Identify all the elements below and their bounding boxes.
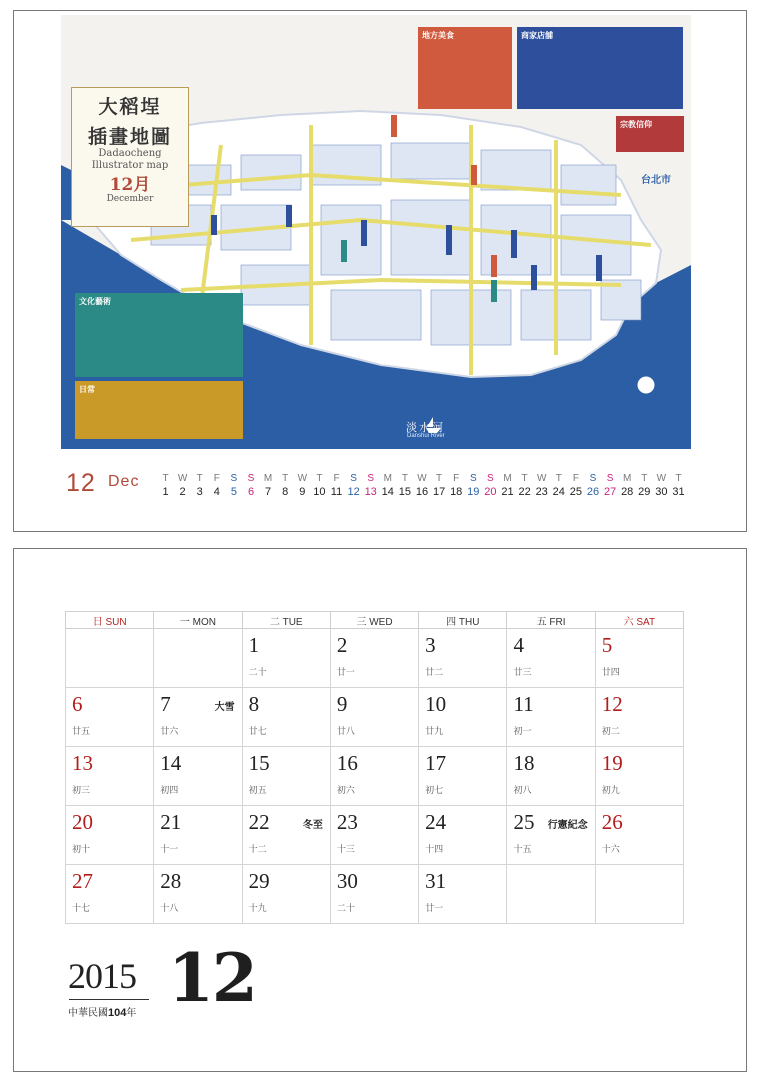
day-cell[interactable] (595, 688, 683, 747)
strip-weekday-letter: S (367, 473, 375, 484)
strip-day-number: 15 (398, 486, 412, 498)
strip-month-abbr: Dec (108, 473, 140, 490)
strip-day-number: 19 (467, 486, 480, 498)
day-number: 18 (513, 751, 535, 775)
lunar-date: 廿九 (425, 726, 444, 736)
lunar-date: 初八 (513, 785, 532, 795)
strip-day (499, 473, 516, 499)
day-cell[interactable] (242, 688, 330, 747)
strip-weekday-letter: F (213, 473, 220, 484)
strip-weekday-letter: S (487, 473, 494, 484)
strip-day-number: 30 (655, 486, 668, 498)
lunar-date: 初九 (601, 785, 620, 795)
day-cell[interactable] (507, 806, 595, 865)
strip-day (362, 473, 379, 499)
roc-year: 104 (108, 1007, 127, 1019)
strip-weekday-letter: S (350, 473, 357, 484)
strip-weekday-letter: T (521, 473, 528, 484)
week-row (66, 629, 684, 688)
day-number: 23 (336, 810, 358, 834)
strip-weekday-letter: T (196, 473, 203, 484)
day-number: 12 (601, 692, 623, 716)
strip-day (277, 473, 294, 499)
roc-suffix: 年 (126, 1008, 137, 1019)
strip-weekday-letter: T (162, 473, 169, 484)
day-number: 16 (336, 751, 358, 775)
city-label: 台北市 (641, 175, 671, 186)
strip-day-number: 26 (586, 486, 600, 498)
lunar-date: 十一 (160, 844, 179, 854)
day-cell[interactable] (419, 688, 507, 747)
strip-day-number: 5 (230, 486, 237, 498)
day-number: 24 (425, 810, 447, 834)
day-number: 30 (336, 869, 358, 893)
strip-day-number: 14 (381, 486, 394, 498)
strip-day-number: 18 (450, 486, 463, 498)
day-cell[interactable] (154, 747, 242, 806)
map-month-en: December (106, 194, 154, 204)
lunar-date: 十四 (425, 844, 444, 854)
day-cell[interactable] (242, 629, 330, 688)
strip-day (602, 473, 619, 499)
lunar-date: 廿一 (425, 903, 444, 913)
day-cell[interactable] (507, 629, 595, 688)
strip-day (585, 473, 602, 499)
strip-weekday-letter: S (589, 473, 597, 484)
weekday-header-row (66, 612, 684, 629)
day-number: 19 (601, 751, 623, 775)
lunar-date: 廿五 (72, 726, 91, 736)
weekday-header: 一 MON (154, 612, 242, 629)
lunar-date: 廿八 (336, 726, 355, 736)
strip-day (653, 473, 670, 499)
strip-day (328, 473, 345, 499)
strip-weekday-letter: S (606, 473, 614, 484)
strip-day-number: 2 (179, 486, 186, 498)
weekday-header: 三 WED (330, 612, 418, 629)
strip-day-number: 9 (299, 486, 306, 498)
lunar-date: 初四 (160, 785, 179, 795)
strip-day-number: 6 (247, 486, 255, 498)
day-number: 11 (513, 692, 534, 716)
strip-weekday-letter: F (572, 473, 579, 484)
lunar-date: 二十 (336, 903, 355, 913)
map-month-zh: 12月 (109, 175, 151, 195)
temple-legend-title: 宗教信仰 (620, 120, 652, 129)
strip-weekday-letter: T (316, 473, 323, 484)
strip-day-number: 11 (330, 486, 343, 498)
empty-day-cell (154, 629, 242, 688)
strip-day (448, 473, 465, 499)
strip-day (243, 473, 260, 499)
day-cell[interactable] (507, 688, 595, 747)
strip-weekday-letter: F (453, 473, 460, 484)
strip-day-number: 24 (552, 486, 565, 498)
strip-weekday-letter: S (247, 473, 255, 484)
daily-legend-panel (75, 381, 243, 439)
day-number: 17 (425, 751, 447, 775)
day-number: 9 (336, 692, 348, 716)
weekday-header: 二 TUE (242, 612, 330, 629)
strip-day-number: 4 (213, 486, 220, 498)
strip-day-number: 7 (265, 486, 272, 498)
calendar-grid (65, 611, 684, 924)
strip-day (260, 473, 277, 499)
culture-legend-panel (75, 293, 243, 377)
strip-day (311, 473, 328, 499)
lunar-date: 十八 (160, 903, 179, 913)
day-number: 25 (513, 810, 535, 834)
dadaocheng-map (61, 15, 691, 449)
day-number: 7 (160, 692, 171, 716)
day-cell[interactable] (419, 629, 507, 688)
strip-weekday-letter: M (503, 473, 512, 484)
day-cell[interactable] (154, 806, 242, 865)
shop-legend-title: 商家店舖 (521, 31, 553, 40)
map-title-zh-1: 大稻埕 (98, 96, 162, 118)
strip-day (465, 473, 482, 499)
roc-year-label (68, 1004, 136, 1019)
strip-day-number: 10 (313, 486, 326, 498)
empty-day-cell (66, 629, 154, 688)
strip-weekday-letter: T (401, 473, 408, 484)
weekday-header: 五 FRI (507, 612, 595, 629)
day-cell[interactable] (242, 865, 330, 924)
day-cell[interactable] (330, 629, 418, 688)
lunar-date: 初五 (248, 785, 267, 795)
day-cell[interactable] (419, 747, 507, 806)
map-title-en-1: Dadaocheng (98, 148, 162, 159)
day-number: 13 (72, 751, 93, 775)
day-number: 10 (425, 692, 447, 716)
festival-label: 大雪 (214, 702, 235, 713)
week-row (66, 747, 684, 806)
day-cell[interactable] (66, 747, 154, 806)
lunar-date: 十九 (248, 903, 267, 913)
day-number: 3 (425, 633, 436, 657)
strip-day (379, 473, 396, 499)
week-row (66, 688, 684, 747)
calendar-card (13, 548, 747, 1072)
day-number: 5 (601, 633, 613, 657)
day-cell[interactable] (242, 747, 330, 806)
strip-weekday-letter: M (263, 473, 273, 484)
strip-day (157, 473, 174, 499)
lunar-date: 初六 (336, 785, 355, 795)
strip-day-number: 8 (282, 486, 289, 498)
day-cell[interactable] (154, 688, 242, 747)
lunar-date: 二十 (248, 667, 267, 677)
strip-weekday-letter: T (436, 473, 443, 484)
river-label-en: Danshui River (407, 433, 445, 439)
strip-day-number: 28 (621, 486, 634, 498)
strip-weekday-letter: F (333, 473, 340, 484)
strip-day-number: 13 (364, 486, 377, 498)
day-number: 2 (336, 633, 348, 657)
strip-day (516, 473, 533, 499)
day-cell[interactable] (330, 747, 418, 806)
day-cell[interactable] (242, 806, 330, 865)
strip-day-number: 17 (432, 486, 446, 498)
lunar-date: 初一 (513, 726, 532, 736)
day-number: 8 (248, 692, 260, 716)
map-card (13, 10, 747, 532)
day-cell[interactable] (330, 865, 418, 924)
week-row (66, 806, 684, 865)
strip-day (567, 473, 584, 499)
lunar-date: 廿七 (248, 726, 267, 736)
strip-day-number: 21 (501, 486, 514, 498)
festival-label: 冬至 (302, 820, 323, 831)
strip-day (174, 473, 191, 499)
lunar-date: 十三 (336, 844, 355, 854)
food-legend-panel (418, 27, 512, 109)
strip-weekday-letter: T (641, 473, 648, 484)
week-row (66, 865, 684, 924)
lunar-date: 初三 (72, 785, 91, 795)
map-title-box (71, 87, 189, 227)
lunar-date: 廿三 (513, 667, 532, 677)
day-number: 31 (425, 869, 447, 893)
strip-day (670, 473, 687, 499)
strip-day (208, 473, 225, 499)
river-label: 淡水河 (406, 422, 445, 434)
daily-legend-title: 日常 (79, 385, 95, 394)
day-cell[interactable] (66, 688, 154, 747)
day-number: 15 (248, 751, 270, 775)
culture-legend-title: 文化藝術 (79, 297, 111, 306)
day-number: 6 (72, 692, 83, 716)
strip-weekday-letter: W (656, 473, 667, 484)
strip-day (396, 473, 413, 499)
year-divider (69, 999, 149, 1000)
strip-day-number: 22 (518, 486, 531, 498)
strip-day (619, 473, 636, 499)
day-number: 29 (248, 869, 270, 893)
day-cell[interactable] (595, 806, 683, 865)
day-number: 21 (160, 810, 182, 834)
day-number: 26 (601, 810, 623, 834)
day-cell[interactable] (154, 865, 242, 924)
strip-day-number: 23 (535, 486, 548, 498)
day-cell[interactable] (507, 747, 595, 806)
lunar-date: 初二 (601, 726, 620, 736)
day-cell[interactable] (595, 629, 683, 688)
strip-weekday-letter: W (177, 473, 188, 484)
strip-weekday-letter: T (675, 473, 682, 484)
strip-day (225, 473, 242, 499)
food-legend-title: 地方美食 (422, 31, 454, 40)
strip-day-number: 16 (415, 486, 429, 498)
festival-label: 行憲紀念 (547, 820, 588, 831)
lunar-date: 初十 (72, 844, 91, 854)
map-title-zh-2: 插畫地圖 (87, 126, 172, 148)
strip-day-number: 1 (162, 486, 169, 498)
day-number: 28 (160, 869, 182, 893)
lunar-date: 廿四 (601, 667, 620, 677)
strip-weekday-letter: T (282, 473, 289, 484)
lunar-date: 十五 (513, 844, 532, 854)
roc-prefix: 中華民國 (68, 1008, 108, 1019)
strip-weekday-letter: T (555, 473, 562, 484)
strip-day (550, 473, 567, 499)
day-cell[interactable] (595, 747, 683, 806)
lunar-date: 廿二 (425, 667, 444, 677)
day-cell[interactable] (330, 688, 418, 747)
strip-day (482, 473, 499, 499)
strip-day-number: 31 (672, 486, 685, 498)
day-cell[interactable] (66, 865, 154, 924)
lunar-date: 初七 (425, 785, 444, 795)
empty-day-cell (595, 865, 683, 924)
strip-weekday-letter: W (297, 473, 308, 484)
lunar-date: 十七 (72, 903, 91, 913)
strip-weekday-letter: W (417, 473, 427, 484)
day-number: 1 (248, 633, 260, 657)
strip-weekday-letter: M (623, 473, 632, 484)
temple-legend-panel (616, 116, 684, 152)
strip-day (294, 473, 311, 499)
lunar-date: 十六 (601, 844, 620, 854)
weekday-header: 六 SAT (595, 612, 683, 629)
lunar-date: 廿一 (336, 667, 355, 677)
day-number: 20 (72, 810, 93, 834)
empty-day-cell (507, 865, 595, 924)
year-label: 2015 (68, 956, 136, 996)
day-cell[interactable] (419, 865, 507, 924)
strip-day-number: 20 (484, 486, 497, 498)
strip-day-number: 25 (569, 486, 583, 498)
strip-day (636, 473, 653, 499)
map-title-en-2: Illustrator map (91, 160, 169, 171)
lunar-date: 廿六 (160, 726, 179, 736)
shop-legend-panel (517, 27, 683, 109)
strip-day (533, 473, 550, 499)
big-month-number: 12 (168, 939, 256, 1017)
strip-day-number: 29 (638, 486, 651, 498)
lunar-date: 十二 (248, 844, 267, 854)
day-number: 14 (160, 751, 182, 775)
strip-day (431, 473, 448, 499)
strip-day (191, 473, 208, 499)
strip-month-number: 12 (66, 469, 96, 497)
strip-weekday-letter: S (469, 473, 477, 484)
strip-day (345, 473, 362, 499)
strip-weekday-letter: S (230, 473, 238, 484)
strip-day (414, 473, 431, 499)
day-number: 4 (513, 633, 524, 657)
weekday-header: 日 SUN (66, 612, 154, 629)
weekday-header: 四 THU (419, 612, 507, 629)
day-cell[interactable] (66, 806, 154, 865)
strip-day-number: 27 (603, 486, 617, 498)
strip-day-number: 12 (347, 486, 360, 498)
strip-weekday-letter: W (536, 473, 547, 484)
day-number: 27 (72, 869, 93, 893)
strip-day-number: 3 (196, 486, 203, 498)
strip-weekday-letter: M (383, 473, 392, 484)
day-cell[interactable] (330, 806, 418, 865)
day-cell[interactable] (419, 806, 507, 865)
day-number: 22 (248, 810, 270, 834)
